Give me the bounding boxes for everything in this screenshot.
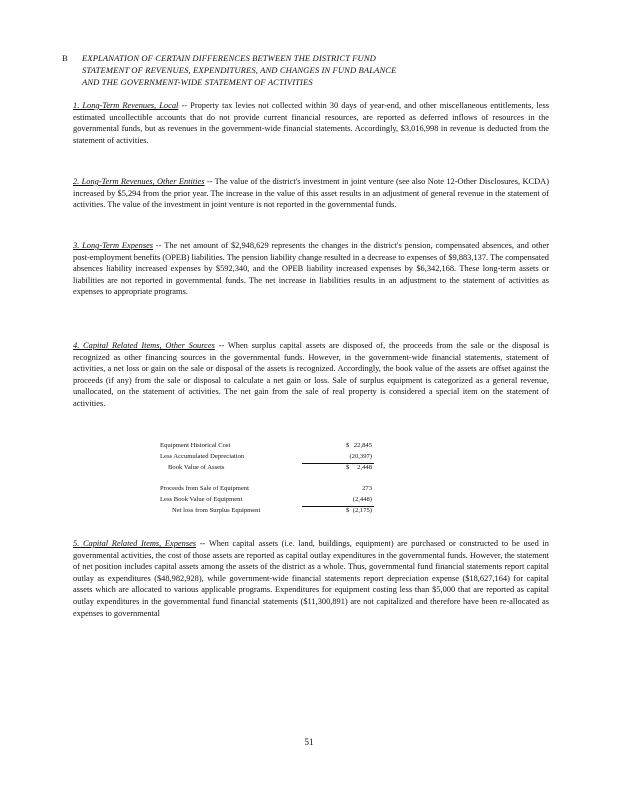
section-letter: B [62, 53, 68, 63]
row-label: Less Accumulated Depreciation [160, 453, 245, 460]
paragraph-long-term-revenues-other [73, 176, 549, 211]
row-amount: 2,448 [357, 464, 372, 471]
row-amount: (20,397) [349, 453, 372, 460]
row-label: Net loss from Surplus Equipment [172, 507, 261, 514]
table-spacer [160, 475, 420, 485]
equipment-sale-table [160, 442, 420, 518]
paragraph-heading: 3. Long-Term Expenses [73, 241, 154, 250]
paragraph-body: -- Property tax levies not collected within 30 days of year-end, and other miscellaneous entitlements, less estimated uncollectible accounts that do not provide current financial resources, are reported as deferred inflows of resources in the governmental funds, but as revenues in the government-wide financial statements. Accordingly, $3,016,998 in revenue is deducted from the statement of activities. [73, 101, 549, 145]
paragraph-capital-expenses [73, 538, 549, 619]
row-label: Less Book Value of Equipment [160, 496, 243, 503]
paragraph-body: -- When surplus capital assets are disposed of, the proceeds from the sale or the disposal is recognized as other financing sources in the governmental funds. However, in the government-wide financial statements, statement of activities, a net loss or gain on the sale or disposal of the assets is recognized. Accordingly, the book value of the assets are offset against the proceeds (if any) from the sale or disposal to calculate a net gain or loss. Sale of surplus equipment is categorized as a general revenue, unallocated, on the statement of activities. The net gain from the sale of real property is considered a special item on the statement of activities. [73, 341, 550, 408]
section-title-line-1: EXPLANATION OF CERTAIN DIFFERENCES BETWEEN THE DISTRICT FUND [82, 53, 376, 63]
row-amount: 273 [362, 485, 372, 492]
row-currency: $ [346, 507, 350, 514]
table-row [160, 442, 420, 453]
paragraph-capital-other-sources [73, 340, 549, 410]
table-row [160, 485, 420, 496]
paragraph-body: -- When capital assets (i.e. land, buildings, equipment) are purchased or constructed to be used in governmental activities, the cost of those assets are reported as capital outlay expenditures in the governmental funds. However, the statement of net position includes capital assets among the assets of the district as a whole. Thus, governmental fund financial statements report capital outlay as expenditures ($48,982,928), while government-wide financial statements report depreciation expense ($18,627,164) for capital assets which are allocated to various applicable programs. Expenditures for equipment costing less than $5,000 that are reported as capital outlay expenditures in the governmental fund financial statements ($11,300,891) are not capitalized and therefore have been re-allocated as expenses to governmental [73, 539, 549, 618]
row-label: Book Value of Assets [168, 464, 225, 471]
table-row [160, 464, 420, 475]
paragraph-body: -- The value of the district's investment in joint venture (see also Note 12-Other Disclosures, KCDA) increased by $5,294 from the prior year. The increase in the value of this asset results in an adjustment of general revenue in the statement of activities. The value of the investment in joint venture is not reported in the governmental funds. [73, 177, 550, 210]
row-amount: 22,845 [353, 442, 372, 449]
section-title-line-2: STATEMENT OF REVENUES, EXPENDITURES, AND CHANGES IN FUND BALANCE [82, 65, 397, 75]
paragraph-long-term-expenses [73, 240, 549, 298]
row-amount: (2,448) [352, 496, 372, 503]
page-number: 51 [304, 737, 314, 747]
table-row [160, 496, 420, 507]
row-currency: $ [346, 442, 350, 449]
row-amount: (2,175) [352, 507, 372, 514]
paragraph-long-term-revenues-local [73, 100, 549, 146]
table-row [160, 507, 420, 518]
paragraph-body: -- The net amount of $2,948,629 represents the changes in the district's pension, compensated absences, and other post-employment benefits (OPEB) liabilities. The pension liability change resulted in a decrease to expenses of $9,883,137. The compensated absences liability increased expenses by $592,340, and the OPEB liability increased expenses by $6,342,168. These long-term assets or liabilities are not reported in governmental funds. The net increase in liabilities results in an adjustment to the statement of activities as expenses to appropriate programs. [73, 241, 549, 297]
paragraph-heading: 4. Capital Related Items, Other Sources [73, 341, 215, 350]
row-label: Proceeds from Sale of Equipment [160, 485, 249, 492]
row-label: Equipment Historical Cost [160, 442, 231, 449]
paragraph-heading: 1. Long-Term Revenues, Local [73, 101, 179, 110]
table-row [160, 453, 420, 464]
paragraph-heading: 5. Capital Related Items, Expenses [73, 539, 197, 548]
section-title-line-3: AND THE GOVERNMENT-WIDE STATEMENT OF ACTIVITIES [82, 77, 313, 87]
row-currency: $ [346, 464, 350, 471]
paragraph-heading: 2. Long-Term Revenues, Other Entities [73, 177, 205, 186]
